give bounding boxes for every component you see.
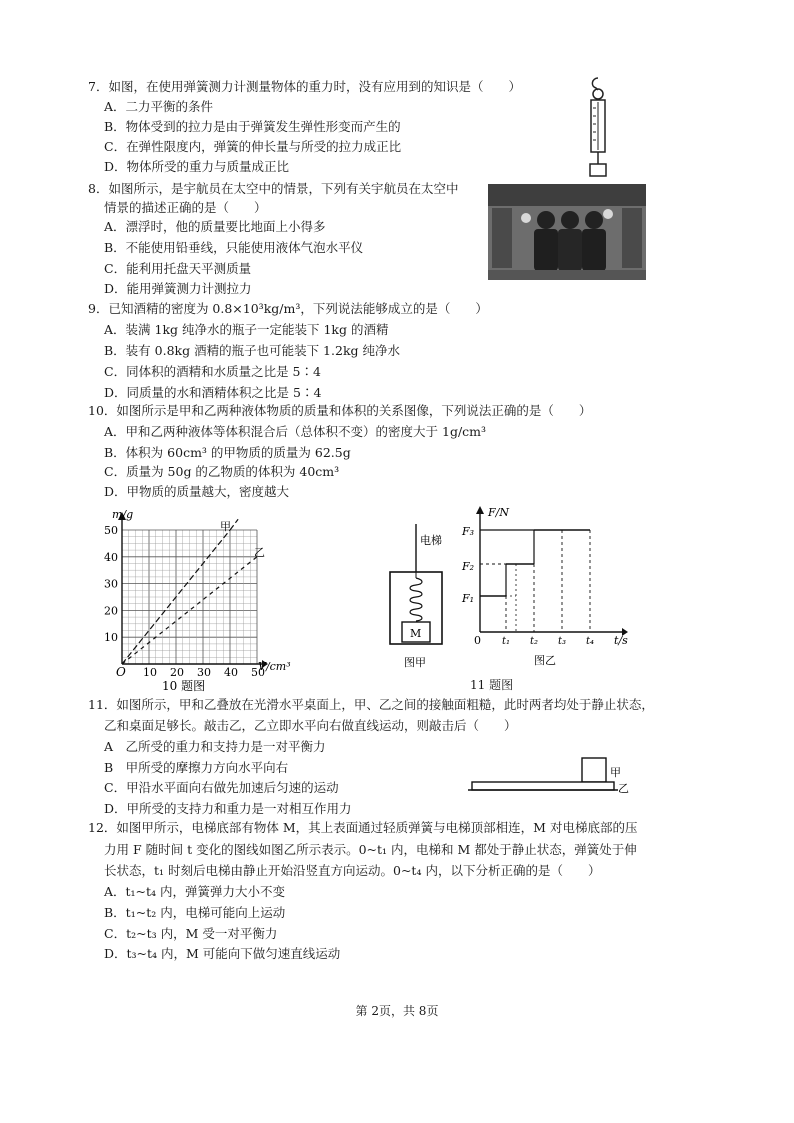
fig10-y-tick-label: 30 [104, 577, 118, 591]
fig10-origin: O [116, 665, 126, 679]
fig11-ylabel: F/N [488, 506, 509, 519]
fig11-ytick-f3: F₃ [462, 525, 475, 538]
q11-stem-line2: 乙和桌面足够长。敲击乙，乙立即水平向右做直线运动，则敲击后（ ） [104, 718, 517, 733]
q11-stem-line1: 11．如图所示，甲和乙叠放在光滑水平桌面上，甲、乙之间的接触面粗糙，此时两者均处于静止状态， [88, 697, 654, 712]
q11-option-c: C．甲沿水平面向右做先加速后匀速的运动 [104, 780, 339, 795]
fig11-ytick-f1: F₁ [462, 592, 475, 605]
fig10-y-tick-label: 40 [104, 550, 118, 564]
spring-scale-figure [578, 76, 618, 180]
fig11-elevator-label: 电梯 [420, 534, 442, 547]
q11-block-yi-label: 乙 [618, 782, 629, 795]
q7-stem: 7．如图，在使用弹簧测力计测量物体的重力时，没有应用到的知识是（ ） [88, 79, 521, 94]
q12-option-d: D．t₃~t₄ 内，M 可能向下做匀速直线运动 [104, 946, 341, 961]
q8-stem-line2: 情景的描述正确的是（ ） [104, 200, 267, 215]
q9-option-d: D．同质量的水和酒精体积之比是 5∶4 [104, 385, 322, 400]
q12-stem-line1: 12．如图甲所示，电梯底部有物体 M，其上表面通过轻质弹簧与电梯顶部相连，M 对电梯底部的压 [88, 820, 638, 835]
fig11-elevator-diagram [384, 524, 454, 670]
q11-option-a: A 乙所受的重力和支持力是一对平衡力 [104, 739, 326, 754]
fig10-series-line-a-extension [230, 519, 238, 530]
q12-option-b: B．t₁~t₂ 内，电梯可能向上运动 [104, 905, 286, 920]
q12-option-c: C．t₂~t₃ 内，M 受一对平衡力 [104, 926, 278, 941]
q10-option-a: A．甲和乙两种液体等体积混合后（总体积不变）的密度大于 1g/cm³ [104, 424, 487, 439]
fig10-y-tick-label: 10 [104, 631, 118, 645]
fig10-mass-volume-graph [96, 504, 306, 694]
fig11-caption-b: 图乙 [534, 654, 556, 667]
q7-option-c: C．在弹性限度内，弹簧的伸长量与所受的拉力成正比 [104, 139, 402, 154]
fig10-caption: 10 题图 [162, 679, 206, 693]
q9-option-b: B．装有 0.8kg 酒精的瓶子也可能装下 1.2kg 纯净水 [104, 343, 400, 358]
fig10-x-tick-label: 30 [197, 666, 211, 679]
q9-option-a: A．装满 1kg 纯净水的瓶子一定能装下 1kg 的酒精 [104, 322, 389, 337]
fig11-xtick-t1: t₁ [502, 636, 511, 647]
fig11-xtick-t2: t₂ [530, 636, 539, 647]
q8-option-a: A．漂浮时，他的质量要比地面上小得多 [104, 219, 326, 234]
q8-stem-line1: 8．如图所示，是宇航员在太空中的情景，下列有关宇航员在太空中 [88, 181, 459, 196]
fig10-ylabel: m/g [112, 508, 134, 521]
q8-option-b: B．不能使用铅垂线，只能使用液体气泡水平仪 [104, 240, 364, 255]
q11-option-d: D．甲所受的支持力和重力是一对相互作用力 [104, 801, 352, 816]
q7-option-b: B．物体受到的拉力是由于弹簧发生弹性形变而产生的 [104, 119, 401, 134]
fig11-origin: 0 [474, 634, 481, 647]
fig11-xlabel: t/s [614, 634, 628, 647]
fig10-series-a-label: 甲 [220, 520, 231, 533]
fig11-caption: 11 题图 [470, 678, 514, 692]
q12-option-a: A．t₁~t₄ 内，弹簧弹力大小不变 [104, 884, 286, 899]
q12-stem-line2: 力用 F 随时间 t 变化的图线如图乙所示表示。0~t₁ 内，电梯和 M 都处于静止状态，弹簧处于伸 [104, 842, 637, 857]
q10-option-d: D．甲物质的质量越大，密度越大 [104, 484, 290, 499]
fig10-y-tick-label: 20 [104, 604, 118, 618]
q8-option-c: C．能利用托盘天平测质量 [104, 261, 252, 276]
fig11-ytick-f2: F₂ [462, 560, 475, 573]
astronaut-photo [488, 184, 646, 280]
fig10-xlabel: V/cm³ [258, 660, 291, 673]
q10-option-b: B．体积为 60cm³ 的甲物质的质量为 62.5g [104, 445, 351, 460]
fig10-x-tick-label: 50 [251, 666, 265, 679]
q12-stem-line3: 长状态，t₁ 时刻后电梯由静止开始沿竖直方向运动。0~t₄ 内，以下分析正确的是（ ） [104, 863, 601, 878]
fig10-series-b-label: 乙 [254, 546, 265, 559]
q8-option-d: D．能用弹簧测力计测拉力 [104, 281, 252, 296]
q11-stacked-blocks-figure [468, 752, 644, 800]
q10-option-c: C．质量为 50g 的乙物质的体积为 40cm³ [104, 464, 340, 479]
fig11-xtick-t4: t₄ [586, 636, 595, 647]
fig11-caption-a: 图甲 [404, 656, 426, 669]
fig11-xtick-t3: t₃ [558, 636, 567, 647]
fig10-x-tick-label: 40 [224, 666, 238, 679]
q11-block-jia-label: 甲 [610, 766, 621, 779]
fig10-x-tick-label: 10 [143, 666, 157, 679]
fig10-y-tick-label: 50 [104, 524, 118, 537]
q7-option-a: A．二力平衡的条件 [104, 99, 214, 114]
q10-stem: 10．如图所示是甲和乙两种液体物质的质量和体积的关系图像，下列说法正确的是（ ） [88, 403, 592, 418]
q9-option-c: C．同体积的酒精和水质量之比是 5∶4 [104, 364, 321, 379]
q11-option-b: B 甲所受的摩擦力方向水平向右 [104, 760, 289, 775]
fig11-force-time-graph [460, 504, 640, 670]
q9-stem: 9．已知酒精的密度为 0.8×10³kg/m³，下列说法能够成立的是（ ） [88, 301, 488, 316]
fig10-x-tick-label: 20 [170, 666, 184, 679]
page-footer: 第 2页，共 8页 [355, 1004, 439, 1018]
q7-option-d: D．物体所受的重力与质量成正比 [104, 159, 290, 174]
fig11-mass-label: M [410, 627, 422, 640]
